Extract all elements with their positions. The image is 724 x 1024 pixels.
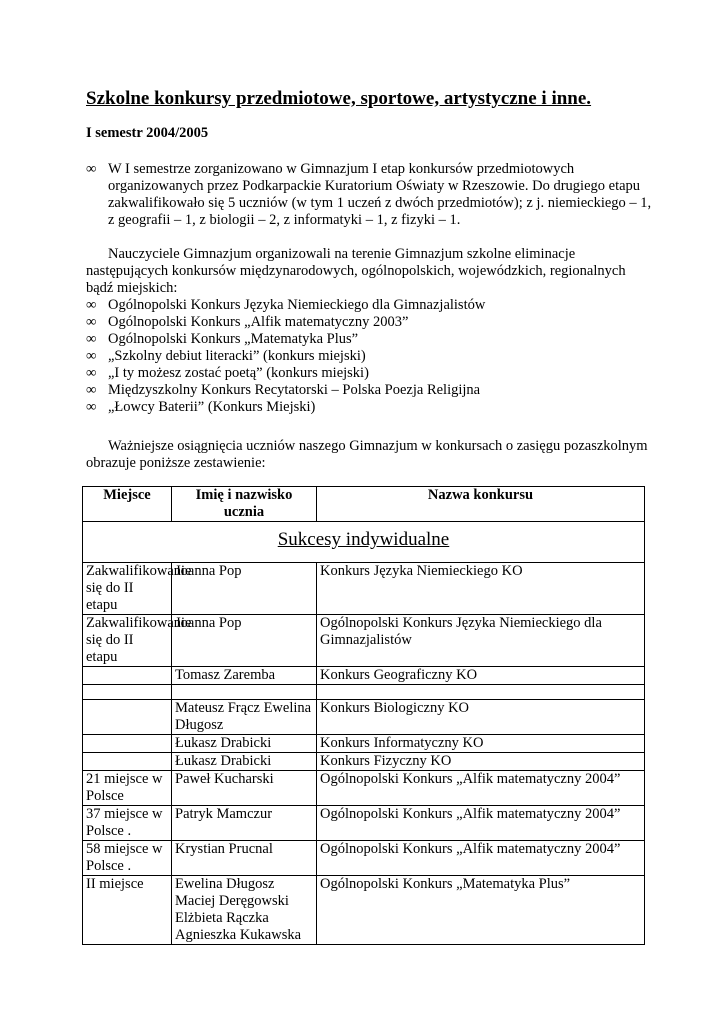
section-row: [83, 522, 645, 563]
list-item: ∞ Ogólnopolski Konkurs Języka Niemieckiego dla Gimnazjalistów: [86, 297, 486, 313]
table-row: Łukasz Drabicki Konkurs Fizyczny KO: [83, 753, 645, 771]
section-title: Sukcesy indywidualne: [83, 522, 645, 563]
table-row: Zakwalifikowanie się do II etapu Joanna Pop Konkurs Języka Niemieckiego KO: [83, 563, 645, 615]
results-table: [82, 486, 645, 945]
infinity-bullet-icon: ∞: [86, 382, 97, 398]
list-item: ∞ „Łowcy Baterii” (Konkurs Miejski): [86, 399, 316, 415]
table-row: Zakwalifikowanie się do II etapu Joanna Pop Ogólnopolski Konkurs Języka Niemieckiego dla Gimnazjalistów: [83, 615, 645, 667]
infinity-bullet-icon: ∞: [86, 365, 97, 381]
intro-text: W I semestrze zorganizowano w Gimnazjum I etap konkursów przedmiotowych organizowanych przez Podkarpackie Kuratorium Oświaty w Rzeszowie. Do drugiego etapu zakwalifikowało się 5 uczniów (w tym 1 uczeń z dwóch przedmiotów); z j. niemieckiego – 1, z geografii – 1, z biologii – 2, z informatyki – 1, z fizyki – 1.: [108, 161, 652, 228]
infinity-bullet-icon: ∞: [86, 399, 97, 415]
table-row: [83, 685, 645, 700]
achievements-paragraph: Ważniejsze osiągnięcia uczniów naszego Gimnazjum w konkursach o zasięgu pozaszkolnym obrazuje poniższe zestawienie:: [86, 438, 648, 471]
table-row: 21 miejsce w Polsce Paweł Kucharski Ogólnopolski Konkurs „Alfik matematyczny 2004”: [83, 771, 645, 806]
infinity-bullet-icon: ∞: [86, 161, 97, 177]
list-item: ∞ Międzyszkolny Konkurs Recytatorski – Polska Poezja Religijna: [86, 382, 481, 398]
infinity-bullet-icon: ∞: [86, 331, 97, 347]
infinity-bullet-icon: ∞: [86, 297, 97, 313]
header-place: Miejsce: [83, 487, 172, 522]
infinity-bullet-icon: ∞: [86, 348, 97, 364]
competitions-paragraph: Nauczyciele Gimnazjum organizowali na terenie Gimnazjum szkolne eliminacje następujących konkursów międzynarodowych, ogólnopolskich, wojewódzkich, regionalnych bądź miejskich:: [86, 246, 626, 296]
list-item: ∞ Ogólnopolski Konkurs „Alfik matematyczny 2003”: [86, 314, 409, 330]
semester-heading: I semestr 2004/2005: [86, 125, 209, 141]
table-header-row: [83, 487, 645, 522]
table-row: 37 miejsce w Polsce . Patryk Mamczur Ogólnopolski Konkurs „Alfik matematyczny 2004”: [83, 806, 645, 841]
header-name: Imię i nazwisko ucznia: [172, 487, 317, 522]
list-item: ∞ „Szkolny debiut literacki” (konkurs miejski): [86, 348, 366, 364]
table-row: II miejsce Ewelina Długosz Maciej Deręgowski Elżbieta Rączka Agnieszka Kukawska Ogólnopolski Konkurs „Matematyka Plus”: [83, 876, 645, 945]
table-row: Mateusz Frącz Ewelina Długosz Konkurs Biologiczny KO: [83, 700, 645, 735]
list-item: ∞ „I ty możesz zostać poetą” (konkurs miejski): [86, 365, 369, 381]
intro-bullet: [86, 161, 656, 229]
header-contest: Nazwa konkursu: [317, 487, 645, 522]
infinity-bullet-icon: ∞: [86, 314, 97, 330]
table-row: Tomasz Zaremba Konkurs Geograficzny KO: [83, 667, 645, 685]
table-row: 58 miejsce w Polsce . Krystian Prucnal Ogólnopolski Konkurs „Alfik matematyczny 2004”: [83, 841, 645, 876]
list-item: ∞ Ogólnopolski Konkurs „Matematyka Plus”: [86, 331, 359, 347]
competitions-list: [86, 297, 656, 416]
page-title: Szkolne konkursy przedmiotowe, sportowe, artystyczne i inne.: [86, 88, 592, 109]
table-row: Łukasz Drabicki Konkurs Informatyczny KO: [83, 735, 645, 753]
